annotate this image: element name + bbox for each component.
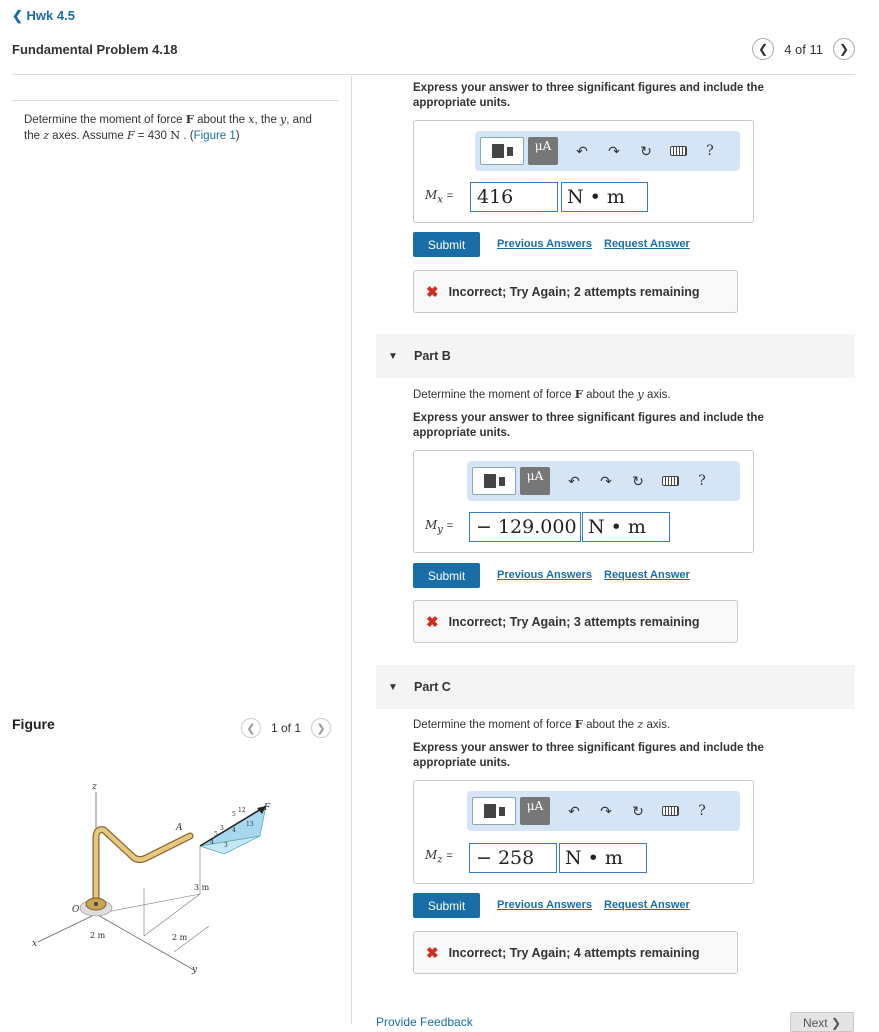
- units-button[interactable]: μA: [528, 137, 558, 165]
- chevron-right-icon: ❯: [838, 42, 850, 56]
- part-b-var-label: $M_y$ =: [425, 518, 454, 536]
- part-a-request-answer-link[interactable]: Request Answer: [604, 238, 690, 250]
- part-b-value-input[interactable]: − 129.000: [469, 512, 581, 542]
- part-a-submit-button[interactable]: Submit: [413, 232, 480, 257]
- back-link[interactable]: ❮ Hwk 4.5: [12, 8, 75, 23]
- collapse-triangle-icon: ▼: [388, 681, 398, 693]
- label-2m-b: 2 m: [172, 933, 188, 942]
- part-c-header[interactable]: ▼ Part C: [376, 665, 855, 709]
- part-c-toolbar: [467, 791, 740, 831]
- label-4: 4: [210, 839, 214, 846]
- figure-pager: [241, 718, 331, 738]
- help-icon[interactable]: ?: [706, 143, 714, 159]
- problem-pager: [752, 38, 855, 60]
- redo-icon[interactable]: ↷: [600, 802, 612, 819]
- part-a-feedback: ✖ Incorrect; Try Again; 2 attempts remaining: [413, 270, 738, 313]
- base-bolt: [94, 902, 98, 906]
- reset-icon[interactable]: ↻: [632, 802, 644, 819]
- chevron-right-icon: ❯: [316, 722, 326, 735]
- part-a-instructions: Express your answer to three significant figures and include the appropriate units.: [413, 82, 764, 109]
- dim-line: [144, 894, 200, 936]
- part-c-var-label: $M_z$ =: [425, 848, 453, 866]
- keyboard-icon[interactable]: [654, 803, 686, 819]
- part-a-previous-answers-link[interactable]: Previous Answers: [497, 238, 592, 250]
- templates-button[interactable]: [472, 797, 516, 825]
- figure-pager-text: 1 of 1: [271, 721, 302, 735]
- label-2m-a: 2 m: [90, 931, 106, 940]
- pipe-outline: [96, 830, 190, 901]
- keyboard-icon[interactable]: [654, 473, 686, 489]
- part-a-unit-input[interactable]: N • m: [561, 182, 648, 212]
- figure-heading: Figure: [12, 716, 55, 732]
- incorrect-icon: ✖: [426, 944, 439, 962]
- undo-icon[interactable]: ↶: [568, 802, 580, 819]
- label-A: A: [176, 823, 183, 833]
- part-b-previous-answers-link[interactable]: Previous Answers: [497, 569, 592, 581]
- part-b-submit-button[interactable]: Submit: [413, 563, 480, 588]
- label-12: 12: [238, 807, 246, 814]
- label-z: z: [92, 782, 97, 792]
- pager-text: 4 of 11: [784, 41, 823, 57]
- part-a-toolbar: [475, 131, 740, 171]
- label-F: F: [264, 803, 271, 813]
- chevron-left-icon: ❮: [758, 42, 769, 56]
- next-problem-button[interactable]: [833, 38, 855, 60]
- label-3: 3: [220, 825, 224, 832]
- part-c-instructions: Express your answer to three significant figures and include the appropriate units.: [413, 742, 764, 769]
- label-3: 3: [224, 842, 228, 849]
- part-b-answer-box: [413, 450, 754, 553]
- part-c-value-input[interactable]: − 258: [469, 843, 557, 873]
- y-axis: [96, 914, 194, 970]
- undo-icon[interactable]: ↶: [568, 472, 580, 489]
- label-5: 5: [232, 811, 236, 818]
- reset-icon[interactable]: ↻: [640, 142, 652, 159]
- dim-line: [50, 920, 84, 936]
- part-c-unit-input[interactable]: N • m: [559, 843, 647, 873]
- part-a-value-input[interactable]: 416: [470, 182, 558, 212]
- pipe-figure: [24, 776, 284, 976]
- prev-problem-button[interactable]: [752, 38, 774, 60]
- figure-link[interactable]: Figure 1: [193, 130, 236, 142]
- label-4: 4: [232, 827, 236, 834]
- help-icon[interactable]: ?: [698, 803, 706, 819]
- next-button[interactable]: Next ❯: [790, 1012, 854, 1032]
- base-line: [96, 894, 200, 914]
- chevron-left-icon: ❮: [246, 722, 256, 735]
- part-c-feedback: ✖ Incorrect; Try Again; 4 attempts remaining: [413, 931, 738, 974]
- part-b-description: Determine the moment of force F about the y axis.: [413, 387, 671, 401]
- label-x: x: [32, 939, 38, 949]
- collapse-triangle-icon: ▼: [388, 350, 398, 362]
- problem-statement: Determine the moment of force F about the x, the y, and the z axes. Assume F = 430 N . (Figure 1): [24, 112, 312, 142]
- back-link-label: Hwk 4.5: [26, 8, 75, 23]
- redo-icon[interactable]: ↷: [608, 142, 620, 159]
- problem-divider: [12, 100, 339, 101]
- header-divider: [12, 74, 855, 75]
- units-button[interactable]: μA: [520, 467, 550, 495]
- figure-prev-button[interactable]: [241, 718, 261, 738]
- part-c-answer-box: [413, 780, 754, 884]
- incorrect-icon: ✖: [426, 613, 439, 631]
- reset-icon[interactable]: ↻: [632, 472, 644, 489]
- label-5: 5: [214, 831, 218, 838]
- templates-button[interactable]: [472, 467, 516, 495]
- part-b-header[interactable]: ▼ Part B: [376, 334, 855, 378]
- label-O: O: [72, 905, 80, 915]
- part-b-unit-input[interactable]: N • m: [582, 512, 670, 542]
- undo-icon[interactable]: ↶: [576, 142, 588, 159]
- figure-next-button[interactable]: [311, 718, 331, 738]
- part-c-submit-button[interactable]: Submit: [413, 893, 480, 918]
- keyboard-icon[interactable]: [662, 143, 694, 159]
- part-b-instructions: Express your answer to three significant figures and include the appropriate units.: [413, 412, 764, 439]
- label-13: 13: [246, 821, 254, 828]
- part-b-toolbar: [467, 461, 740, 501]
- units-button[interactable]: μA: [520, 797, 550, 825]
- column-divider: [351, 76, 352, 1024]
- provide-feedback-link[interactable]: Provide Feedback: [376, 1015, 473, 1029]
- part-b-feedback: ✖ Incorrect; Try Again; 3 attempts remaining: [413, 600, 738, 643]
- help-icon[interactable]: ?: [698, 473, 706, 489]
- redo-icon[interactable]: ↷: [600, 472, 612, 489]
- part-b-request-answer-link[interactable]: Request Answer: [604, 569, 690, 581]
- label-3m: 3 m: [194, 883, 210, 892]
- part-c-description: Determine the moment of force F about the z axis.: [413, 717, 671, 731]
- label-y: y: [192, 965, 198, 975]
- part-c-previous-answers-link[interactable]: Previous Answers: [497, 899, 592, 911]
- templates-button[interactable]: [480, 137, 524, 165]
- page-title: Fundamental Problem 4.18: [12, 42, 178, 57]
- part-a-var-label: $M_x$ =: [425, 188, 454, 206]
- incorrect-icon: ✖: [426, 283, 439, 301]
- part-c-request-answer-link[interactable]: Request Answer: [604, 899, 690, 911]
- part-a-answer-box: [413, 120, 754, 223]
